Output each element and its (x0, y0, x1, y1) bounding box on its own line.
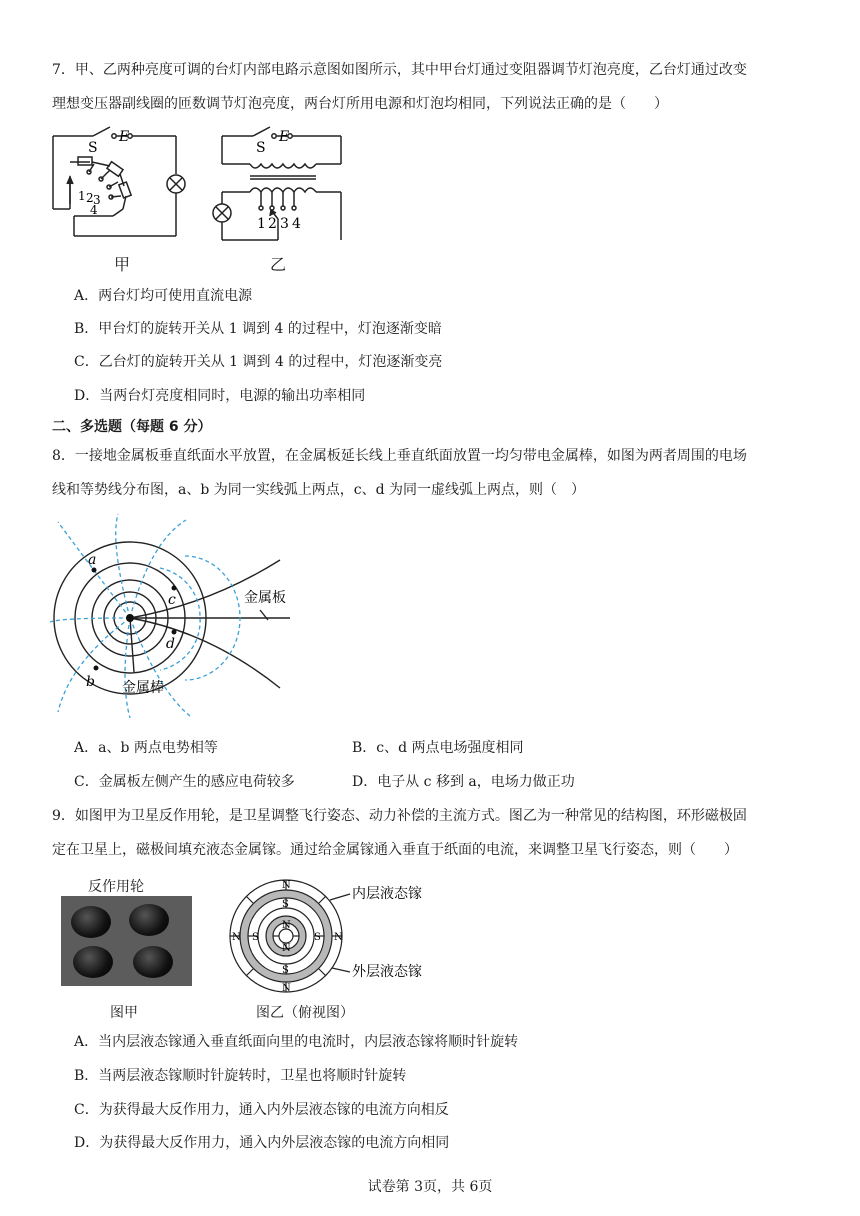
q7-yi-pos-2: 2 (268, 216, 277, 232)
q7-jia-pos-3: 3 (93, 193, 101, 207)
q9-wheel-3 (73, 946, 113, 978)
q9-wheel-2 (129, 904, 169, 936)
q9-fig-jia-caption: 图甲 (110, 1005, 138, 1021)
q7-stem-line1: 7．甲、乙两种亮度可调的台灯内部电路示意图如图所示，其中甲台灯通过变阻器调节灯泡亮度，乙台灯通过改变 (52, 62, 747, 78)
q8-point-c-dot (172, 586, 177, 591)
q8-label-b: b (86, 674, 95, 690)
q7-option-b[interactable]: B．甲台灯的旋转开关从 1 调到 4 的过程中，灯泡逐渐变暗 (74, 321, 442, 337)
q9-pole-n-inner-bottom: N (282, 943, 291, 954)
q7-jia-switch-label: S (88, 140, 98, 156)
q7-circuit-yi (208, 124, 348, 254)
q9-pole-s-mid-right: S (314, 932, 321, 943)
page-footer: 试卷第 3页，共 6页 (367, 1179, 493, 1195)
q9-fig-yi-caption: 图乙（俯视图） (256, 1005, 354, 1021)
q9-pole-s-mid-left: S (252, 932, 259, 943)
q8-option-d[interactable]: D．电子从 c 移到 a，电场力做正功 (352, 774, 575, 790)
q8-label-c: c (168, 592, 176, 608)
q7-yi-switch-label: S (256, 140, 266, 156)
q7-jia-pos-1: 1 (78, 189, 86, 203)
q9-pole-n-outer-top: N (282, 880, 291, 891)
q9-pole-n-outer-left: N (232, 932, 241, 943)
q7-yi-source-label: E (279, 129, 290, 145)
q9-photo-label: 反作用轮 (88, 879, 144, 895)
q9-option-b[interactable]: B．当两层液态镓顺时针旋转时，卫星也将顺时针旋转 (74, 1068, 407, 1084)
q9-outer-gallium-label: 外层液态镓 (352, 964, 422, 980)
q8-stem-line1: 8．一接地金属板垂直纸面水平放置，在金属板延长线上垂直纸面放置一均匀带电金属棒，如图为两者周围的电场 (52, 448, 747, 464)
q9-pole-n-outer-right: N (334, 932, 343, 943)
q9-pole-s-mid-top: S (282, 899, 289, 910)
q8-label-a: a (88, 552, 97, 568)
q9-magnet-structure-diagram (226, 876, 426, 996)
q8-option-c[interactable]: C．金属板左侧产生的感应电荷较多 (74, 774, 295, 790)
q8-field-diagram (50, 512, 310, 722)
q8-option-b[interactable]: B．c、d 两点电场强度相同 (352, 740, 524, 756)
q9-reaction-wheel-photo (61, 896, 192, 986)
q9-pole-n-inner-top: N (282, 920, 291, 931)
q7-yi-pos-4: 4 (292, 216, 301, 232)
q9-option-c[interactable]: C．为获得最大反作用力，通入内外层液态镓的电流方向相反 (74, 1102, 449, 1118)
q8-point-b-dot (94, 666, 99, 671)
q9-option-d[interactable]: D．为获得最大反作用力，通入内外层液态镓的电流方向相同 (74, 1135, 450, 1151)
q8-rod-dot (126, 614, 134, 622)
q8-option-a[interactable]: A．a、b 两点电势相等 (74, 740, 218, 756)
q7-jia-caption: 甲 (114, 255, 131, 274)
q8-plate-label: 金属板 (244, 590, 286, 606)
q8-point-a-dot (92, 568, 97, 573)
q7-stem-line2: 理想变压器副线圈的匝数调节灯泡亮度，两台灯所用电源和灯泡均相同，下列说法正确的是（ ） (52, 96, 668, 112)
q8-rod-label: 金属棒 (122, 680, 164, 696)
q9-pole-n-outer-bottom: N (282, 983, 291, 994)
q8-stem-line2: 线和等势线分布图，a、b 为同一实线弧上两点，c、d 为同一虚线弧上两点，则（ ） (52, 482, 586, 498)
q7-jia-pos-4: 4 (90, 203, 98, 217)
q7-yi-pos-3: 3 (280, 216, 289, 232)
q7-jia-pos-2: 2 (86, 191, 94, 205)
q7-yi-pos-1: 1 (257, 216, 266, 232)
q9-stem-line2: 定在卫星上，磁极间填充液态金属镓。通过给金属镓通入垂直于纸面的电流，来调整卫星飞行姿态，则（ ） (52, 842, 738, 858)
q7-option-c[interactable]: C．乙台灯的旋转开关从 1 调到 4 的过程中，灯泡逐渐变亮 (74, 354, 443, 370)
q8-label-d: d (166, 636, 175, 652)
section-heading-multiple-choice: 二、多选题（每题 6 分） (52, 419, 212, 435)
q7-option-a[interactable]: A．两台灯均可使用直流电源 (74, 288, 253, 304)
q8-point-d-dot (172, 630, 177, 635)
q7-yi-caption: 乙 (270, 255, 287, 274)
q9-option-a[interactable]: A．当内层液态镓通入垂直纸面向里的电流时，内层液态镓将顺时针旋转 (74, 1034, 519, 1050)
q7-option-d[interactable]: D．当两台灯亮度相同时，电源的输出功率相同 (74, 388, 366, 404)
q7-jia-source-label: E (119, 129, 130, 145)
q9-inner-gallium-label: 内层液态镓 (352, 886, 422, 902)
q9-stem-line1: 9．如图甲为卫星反作用轮，是卫星调整飞行姿态、动力补偿的主流方式。图乙为一种常见的结构图，环形磁极固 (52, 808, 747, 824)
q9-wheel-1 (71, 906, 111, 938)
q9-wheel-4 (133, 946, 173, 978)
q9-pole-s-mid-bottom: S (282, 965, 289, 976)
